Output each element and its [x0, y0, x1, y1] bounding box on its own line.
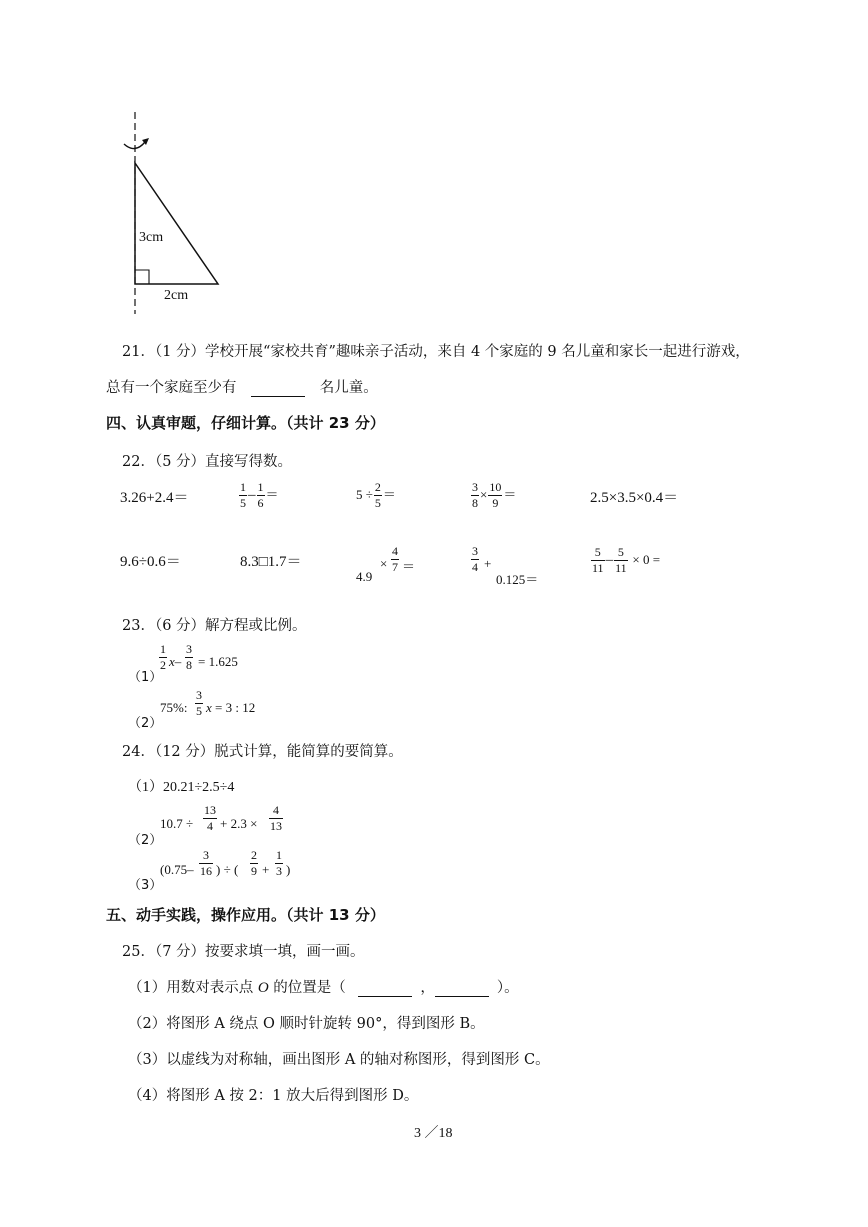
denominator: 8: [472, 496, 478, 510]
height-label: 3cm: [139, 230, 164, 245]
tail: × 0 =: [632, 551, 661, 567]
q25-heading: 25．（7 分）按要求填一填，画一画。: [122, 944, 365, 960]
denominator: 16: [200, 864, 212, 878]
q22-r1c1: 3.26+2.4＝: [120, 490, 189, 506]
numerator: 3: [186, 642, 192, 656]
equals: ＝: [265, 486, 279, 502]
text-middle: 的位置是（: [273, 980, 346, 996]
fraction: [185, 642, 193, 673]
comma: ，: [420, 980, 435, 996]
part-label: （1）: [128, 670, 163, 685]
fraction: [275, 848, 283, 879]
section-4-heading: 四、认真审题，仔细计算。（共计 23 分）: [106, 414, 385, 432]
text-before: （1）用数对表示点: [128, 980, 254, 996]
denominator: 8: [186, 658, 192, 672]
numerator: 1: [276, 848, 282, 862]
numerator: 3: [472, 480, 478, 494]
denominator: 5: [374, 496, 381, 510]
operator: +: [262, 862, 270, 877]
operator: ×: [380, 556, 388, 571]
prefix: 10.7 ÷: [160, 816, 194, 831]
numerator: 4: [269, 803, 283, 819]
equation-body: [169, 654, 181, 670]
numerator: 4: [392, 544, 398, 558]
q25-part2: （2）将图形 A 绕点 O 顺时针旋转 90°，得到图形 B。: [128, 1016, 485, 1032]
denominator: 2: [160, 658, 166, 672]
denominator: 6: [257, 496, 264, 510]
operator: +: [484, 556, 492, 571]
fraction: [471, 544, 479, 575]
denominator: 9: [251, 864, 257, 878]
q25-part1: [128, 976, 519, 997]
variable-x: x: [206, 700, 212, 715]
q21-line1: 21．（1 分）学校开展“家校共育”趣味亲子活动，来自 4 个家庭的 9 名儿童和家长一起进行游戏，: [122, 344, 750, 360]
denominator: 5: [196, 704, 202, 718]
operator: –: [605, 551, 614, 568]
variable-x: x: [169, 654, 175, 669]
fraction: [391, 544, 399, 575]
fraction: [159, 642, 167, 673]
q22-r2c3: [356, 544, 426, 586]
numerator: 1: [257, 480, 264, 494]
denominator: 11: [592, 561, 604, 575]
point-o: O: [257, 980, 269, 996]
numerator: 3: [196, 688, 202, 702]
fraction: [195, 688, 203, 719]
denominator: 4: [207, 819, 213, 833]
q21-line2: [106, 376, 378, 397]
middle: + 2.3 ×: [220, 816, 258, 831]
numerator: 3: [472, 544, 478, 558]
denominator: 4: [472, 560, 478, 574]
right-hand-side: = 1.625: [198, 654, 238, 669]
equals: ＝: [382, 486, 396, 502]
numerator: 1: [160, 642, 166, 656]
numerator: 3: [199, 848, 213, 864]
q22-r1c5: 2.5×3.5×0.4＝: [590, 490, 679, 506]
numerator: 13: [204, 803, 216, 817]
middle: ) ÷ (: [216, 862, 239, 877]
numerator: 10: [489, 480, 502, 494]
below-value: 0.125＝: [496, 572, 539, 587]
denominator: 3: [276, 864, 282, 878]
denominator: 9: [492, 496, 499, 510]
q22-r2c4: [470, 544, 560, 586]
q24-part1: （1）20.21÷2.5÷4: [128, 780, 235, 795]
denominator: 13: [270, 819, 282, 833]
below-value: 4.9: [356, 569, 373, 584]
prefix: 75%:: [160, 700, 188, 715]
page-number: 3 ／18: [414, 1126, 453, 1141]
fraction: [269, 803, 283, 834]
equals: ＝: [503, 486, 517, 502]
denominator: 5: [240, 496, 246, 510]
q25-part4: （4）将图形 A 按 2：1 放大后得到图形 D。: [128, 1088, 419, 1104]
q22-r2c5: [590, 545, 660, 576]
denominator: 11: [615, 561, 627, 575]
q22-heading: 22．（5 分）直接写得数。: [122, 454, 293, 470]
base-label: 2cm: [164, 288, 189, 303]
operator: –: [174, 654, 182, 669]
equals: ＝: [402, 559, 416, 574]
q23-part2: [128, 688, 288, 732]
denominator: 7: [392, 560, 398, 574]
part-label: （3）: [128, 878, 163, 893]
q21-text-before: 总有一个家庭至少有: [106, 380, 237, 396]
part-label: （2）: [128, 716, 163, 731]
prefix: 5 ÷: [356, 486, 373, 502]
q24-heading: 24．（12 分）脱式计算，能简算的要简算。: [122, 744, 403, 760]
part-label: （2）: [128, 833, 163, 848]
equation-body: [206, 700, 255, 716]
q22-r1c2: [238, 480, 279, 511]
q24-part3: [128, 848, 328, 892]
fraction: [250, 848, 258, 879]
operator: –: [248, 486, 256, 503]
triangle-rotation-diagram: [112, 108, 242, 318]
numerator: 5: [591, 545, 605, 561]
q21-answer-blank[interactable]: [251, 380, 305, 397]
right-angle-mark: [135, 270, 149, 284]
q22-r1c4: [470, 480, 516, 511]
text-after: ）。: [496, 980, 519, 996]
q22-r2c2: 8.3□1.7＝: [240, 554, 302, 570]
q22-r2c1: 9.6÷0.6＝: [120, 554, 181, 570]
right-triangle: [135, 163, 218, 284]
numerator: 2: [251, 848, 257, 862]
q21-text-after: 名儿童。: [319, 380, 378, 396]
q25-blank-2[interactable]: [435, 980, 489, 997]
prefix: (0.75–: [160, 862, 194, 877]
fraction: [199, 848, 213, 879]
suffix: ): [286, 862, 291, 877]
q22-r1c3: [356, 480, 396, 511]
numerator: 5: [614, 545, 628, 561]
q23-part1: [128, 642, 288, 686]
numerator: 1: [240, 480, 246, 494]
right-hand-side: = 3 : 12: [215, 700, 256, 715]
numerator: 2: [374, 480, 381, 494]
q23-heading: 23．（6 分）解方程或比例。: [122, 618, 307, 634]
triangle-figure: [112, 108, 242, 318]
q25-blank-1[interactable]: [358, 980, 412, 997]
section-5-heading: 五、动手实践，操作应用。（共计 13 分）: [106, 906, 385, 924]
q24-part2: [128, 803, 328, 847]
q25-part3: （3）以虚线为对称轴，画出图形 A 的轴对称图形，得到图形 C。: [128, 1052, 550, 1068]
operator: ×: [480, 486, 488, 502]
fraction: [203, 803, 217, 834]
